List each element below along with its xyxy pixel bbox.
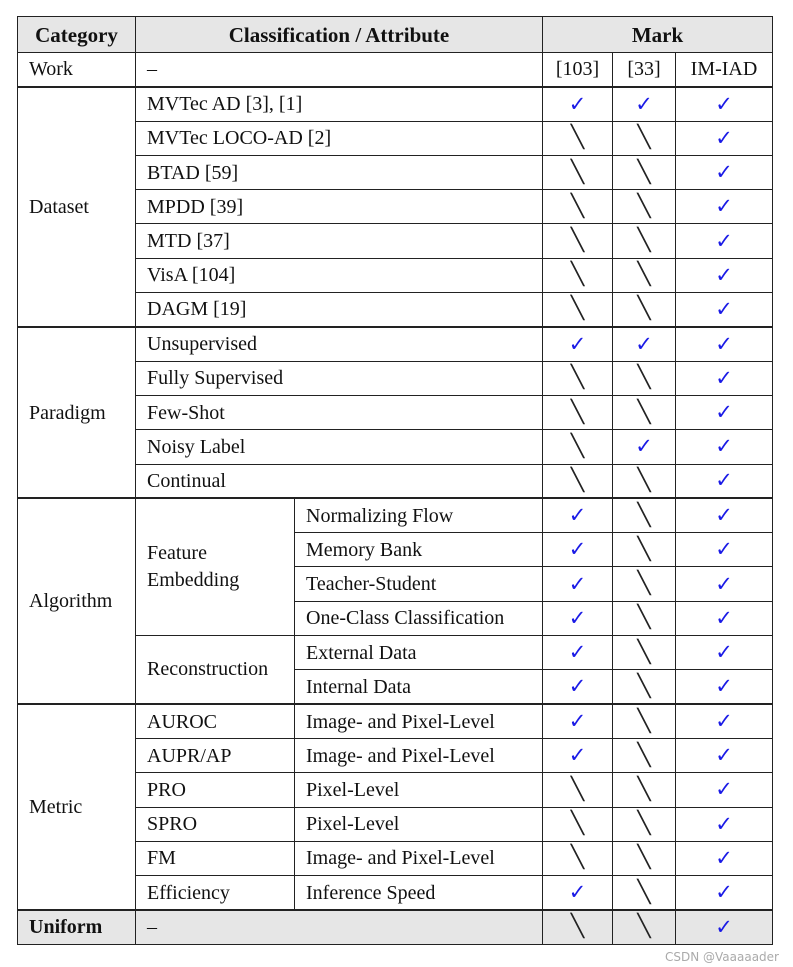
mark-cell xyxy=(613,807,676,841)
subgroup-cell-reconstruction: Reconstruction xyxy=(136,636,295,705)
mark-cell xyxy=(676,601,773,635)
attribute-cell: Noisy Label xyxy=(136,430,543,464)
check-icon: ✓ xyxy=(568,91,587,116)
mark-cell xyxy=(543,224,613,258)
check-icon: ✓ xyxy=(635,331,653,356)
check-icon: ✓ xyxy=(715,709,733,734)
backslash-icon: ╲ xyxy=(637,605,651,631)
mark-cell xyxy=(676,293,773,327)
mark-cell xyxy=(543,670,613,704)
backslash-icon: ╲ xyxy=(637,467,651,493)
mark-cell xyxy=(543,567,613,601)
backslash-icon: ╲ xyxy=(570,467,585,493)
attribute-cell: Normalizing Flow xyxy=(295,498,543,532)
mark-cell xyxy=(613,567,676,601)
mark-cell xyxy=(613,841,676,875)
mark-cell xyxy=(543,361,613,395)
group-cell-metric: Metric xyxy=(18,704,136,910)
check-icon: ✓ xyxy=(715,674,733,699)
mark-cell xyxy=(613,533,676,567)
check-icon: ✓ xyxy=(715,296,733,321)
backslash-icon: ╲ xyxy=(570,365,585,391)
mark-cell xyxy=(676,876,773,910)
mark-cell xyxy=(543,293,613,327)
mark-cell xyxy=(613,876,676,910)
backslash-icon: ╲ xyxy=(637,776,651,802)
backslash-icon: ╲ xyxy=(637,502,651,528)
backslash-icon: ╲ xyxy=(637,639,651,665)
mark-cell xyxy=(676,464,773,498)
attribute-cell: One-Class Classification xyxy=(295,601,543,635)
check-icon: ✓ xyxy=(568,537,587,562)
mark-cell xyxy=(543,464,613,498)
mark-cell xyxy=(613,636,676,670)
check-icon: ✓ xyxy=(635,434,653,459)
mark-cell xyxy=(613,190,676,224)
mark-cell xyxy=(676,670,773,704)
backslash-icon: ╲ xyxy=(570,914,585,940)
mark-cell xyxy=(543,533,613,567)
mark-cell xyxy=(676,807,773,841)
mark-cell xyxy=(676,738,773,772)
metric-name: AUPR/AP xyxy=(136,738,295,772)
backslash-icon: ╲ xyxy=(570,296,585,322)
mark-cell xyxy=(543,87,613,121)
mark-cell xyxy=(613,773,676,807)
mark-cell xyxy=(613,601,676,635)
backslash-icon: ╲ xyxy=(637,742,651,768)
work-ref-im-iad: IM-IAD xyxy=(676,53,773,87)
check-icon: ✓ xyxy=(568,331,587,356)
attribute-cell: BTAD [59] xyxy=(136,155,543,189)
mark-cell xyxy=(543,841,613,875)
mark-cell xyxy=(613,910,676,944)
backslash-icon: ╲ xyxy=(637,262,651,288)
backslash-icon: ╲ xyxy=(637,228,651,254)
mark-cell xyxy=(543,155,613,189)
mark-cell xyxy=(613,704,676,738)
backslash-icon: ╲ xyxy=(637,536,651,562)
mark-cell xyxy=(543,773,613,807)
mark-cell xyxy=(543,258,613,292)
backslash-icon: ╲ xyxy=(637,296,651,322)
mark-cell xyxy=(543,876,613,910)
work-ref-33: [33] xyxy=(613,53,676,87)
attribute-cell: Pixel-Level xyxy=(295,807,543,841)
check-icon: ✓ xyxy=(568,709,587,734)
backslash-icon: ╲ xyxy=(637,811,651,837)
mark-cell xyxy=(676,121,773,155)
backslash-icon: ╲ xyxy=(637,125,651,151)
group-cell-algorithm: Algorithm xyxy=(18,498,136,704)
check-icon: ✓ xyxy=(568,880,587,905)
check-icon: ✓ xyxy=(715,91,733,116)
check-icon: ✓ xyxy=(568,571,587,596)
check-icon: ✓ xyxy=(715,331,733,356)
uniform-label: Uniform xyxy=(18,910,136,944)
backslash-icon: ╲ xyxy=(570,811,585,837)
backslash-icon: ╲ xyxy=(570,433,585,459)
backslash-icon: ╲ xyxy=(637,708,651,734)
mark-cell xyxy=(676,498,773,532)
attribute-cell: MTD [37] xyxy=(136,224,543,258)
backslash-icon: ╲ xyxy=(637,879,651,905)
group-cell-dataset: Dataset xyxy=(18,87,136,327)
mark-cell xyxy=(613,327,676,361)
check-icon: ✓ xyxy=(715,365,733,390)
mark-cell xyxy=(543,498,613,532)
metric-name: AUROC xyxy=(136,704,295,738)
attribute-cell: Pixel-Level xyxy=(295,773,543,807)
backslash-icon: ╲ xyxy=(637,193,651,219)
attribute-cell: Image- and Pixel-Level xyxy=(295,704,543,738)
header-row xyxy=(18,17,773,53)
mark-cell xyxy=(676,361,773,395)
backslash-icon: ╲ xyxy=(637,673,651,699)
mark-cell xyxy=(613,430,676,464)
check-icon: ✓ xyxy=(715,914,733,939)
check-icon: ✓ xyxy=(715,605,733,630)
mark-cell xyxy=(613,498,676,532)
mark-cell xyxy=(676,910,773,944)
metric-name: SPRO xyxy=(136,807,295,841)
backslash-icon: ╲ xyxy=(637,399,651,425)
table-row xyxy=(18,704,773,738)
mark-cell xyxy=(613,87,676,121)
mark-cell xyxy=(613,738,676,772)
check-icon: ✓ xyxy=(715,400,733,425)
attribute-cell: Teacher-Student xyxy=(295,567,543,601)
uniform-row xyxy=(18,910,773,944)
group-cell-paradigm: Paradigm xyxy=(18,327,136,498)
mark-cell xyxy=(543,910,613,944)
mark-cell xyxy=(613,464,676,498)
mark-cell xyxy=(613,395,676,429)
header-category: Category xyxy=(18,17,136,53)
mark-cell xyxy=(676,704,773,738)
attribute-cell: External Data xyxy=(295,636,543,670)
attribute-cell: Unsupervised xyxy=(136,327,543,361)
mark-cell xyxy=(543,190,613,224)
mark-cell xyxy=(676,327,773,361)
mark-cell xyxy=(676,258,773,292)
backslash-icon: ╲ xyxy=(570,125,585,151)
attribute-cell: MVTec LOCO-AD [2] xyxy=(136,121,543,155)
check-icon: ✓ xyxy=(715,434,733,459)
mark-cell xyxy=(613,121,676,155)
work-attribute: – xyxy=(136,53,543,87)
table-row xyxy=(18,327,773,361)
check-icon: ✓ xyxy=(568,503,587,528)
mark-cell xyxy=(543,121,613,155)
mark-cell xyxy=(543,430,613,464)
mark-cell xyxy=(676,87,773,121)
mark-cell xyxy=(676,430,773,464)
mark-cell xyxy=(676,190,773,224)
mark-cell xyxy=(613,258,676,292)
backslash-icon: ╲ xyxy=(570,228,585,254)
mark-cell xyxy=(676,773,773,807)
check-icon: ✓ xyxy=(715,125,733,150)
backslash-icon: ╲ xyxy=(570,776,585,802)
attribute-cell: VisA [104] xyxy=(136,258,543,292)
mark-cell xyxy=(676,395,773,429)
attribute-cell: Few-Shot xyxy=(136,395,543,429)
backslash-icon: ╲ xyxy=(637,914,651,940)
check-icon: ✓ xyxy=(568,743,587,768)
backslash-icon: ╲ xyxy=(570,262,585,288)
watermark: CSDN @Vaaaaader xyxy=(664,950,779,964)
mark-cell xyxy=(613,361,676,395)
backslash-icon: ╲ xyxy=(637,571,651,597)
table-body xyxy=(18,17,773,945)
backslash-icon: ╲ xyxy=(637,365,651,391)
check-icon: ✓ xyxy=(715,503,733,528)
mark-cell xyxy=(676,841,773,875)
mark-cell xyxy=(543,601,613,635)
backslash-icon: ╲ xyxy=(570,159,585,185)
attribute-cell: Internal Data xyxy=(295,670,543,704)
attribute-cell: Fully Supervised xyxy=(136,361,543,395)
header-classification: Classification / Attribute xyxy=(136,17,543,53)
check-icon: ✓ xyxy=(715,468,733,493)
check-icon: ✓ xyxy=(715,845,733,870)
mark-cell xyxy=(676,155,773,189)
backslash-icon: ╲ xyxy=(570,845,585,871)
check-icon: ✓ xyxy=(715,811,733,836)
check-icon: ✓ xyxy=(715,228,733,253)
attribute-cell: Continual xyxy=(136,464,543,498)
attribute-cell: Image- and Pixel-Level xyxy=(295,841,543,875)
backslash-icon: ╲ xyxy=(637,845,651,871)
metric-name: FM xyxy=(136,841,295,875)
work-label: Work xyxy=(18,53,136,87)
comparison-table xyxy=(17,16,773,945)
check-icon: ✓ xyxy=(715,880,733,905)
check-icon: ✓ xyxy=(715,160,733,185)
uniform-attribute: – xyxy=(136,910,543,944)
attribute-cell: Memory Bank xyxy=(295,533,543,567)
mark-cell xyxy=(676,224,773,258)
check-icon: ✓ xyxy=(568,674,587,699)
check-icon: ✓ xyxy=(715,640,733,665)
backslash-icon: ╲ xyxy=(637,159,651,185)
check-icon: ✓ xyxy=(715,537,733,562)
mark-cell xyxy=(613,224,676,258)
metric-name: Efficiency xyxy=(136,876,295,910)
mark-cell xyxy=(613,670,676,704)
subgroup-cell-feature_embedding: Feature Embedding xyxy=(136,498,295,635)
check-icon: ✓ xyxy=(715,194,733,219)
backslash-icon: ╲ xyxy=(570,193,585,219)
mark-cell xyxy=(543,807,613,841)
attribute-cell: MPDD [39] xyxy=(136,190,543,224)
attribute-cell: Image- and Pixel-Level xyxy=(295,738,543,772)
work-ref-103: [103] xyxy=(543,53,613,87)
metric-name: PRO xyxy=(136,773,295,807)
check-icon: ✓ xyxy=(715,777,733,802)
mark-cell xyxy=(543,704,613,738)
check-icon: ✓ xyxy=(568,640,587,665)
mark-cell xyxy=(543,395,613,429)
mark-cell xyxy=(543,327,613,361)
check-icon: ✓ xyxy=(635,91,653,116)
attribute-cell: DAGM [19] xyxy=(136,293,543,327)
check-icon: ✓ xyxy=(715,743,733,768)
attribute-cell: MVTec AD [3], [1] xyxy=(136,87,543,121)
table-row xyxy=(18,498,773,532)
check-icon: ✓ xyxy=(715,262,733,287)
mark-cell xyxy=(676,636,773,670)
mark-cell xyxy=(676,533,773,567)
mark-cell xyxy=(543,738,613,772)
table-row xyxy=(18,87,773,121)
work-row xyxy=(18,53,773,87)
header-mark: Mark xyxy=(543,17,773,53)
mark-cell xyxy=(613,155,676,189)
mark-cell xyxy=(543,636,613,670)
backslash-icon: ╲ xyxy=(570,399,585,425)
check-icon: ✓ xyxy=(568,605,587,630)
check-icon: ✓ xyxy=(715,571,733,596)
attribute-cell: Inference Speed xyxy=(295,876,543,910)
mark-cell xyxy=(613,293,676,327)
mark-cell xyxy=(676,567,773,601)
